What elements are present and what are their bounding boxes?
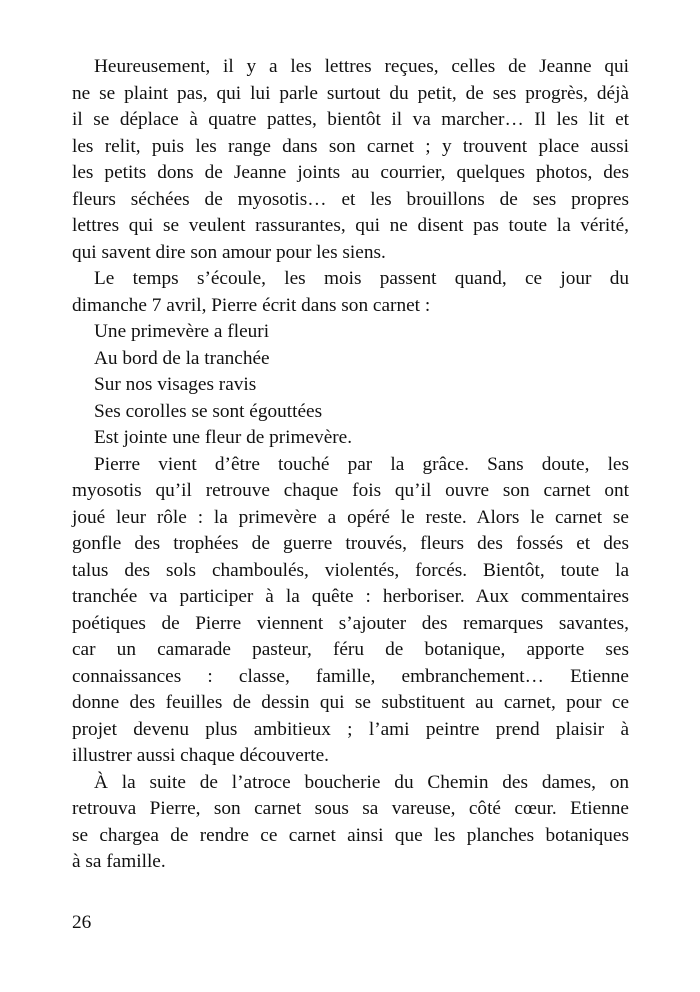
text-line: lettres qui se veulent rassurantes, qui ne disent pas toute la vérité, [72,215,629,236]
poem-line: Une primevère a fleuri [94,321,270,342]
text-line: qui savent dire son amour pour les siens. [72,241,386,263]
text-line: fleurs séchées de myosotis… et les brouillons de ses propres [72,188,629,210]
text-line: tranchée va participer à la quête : herboriser. Aux commentaires [72,586,629,607]
poem-line: Au bord de la tranchée [94,347,270,369]
text-line: Le temps s’écoule, les mois passent quand, ce jour du [94,268,629,289]
paragraph [72,452,629,770]
text-line: joué leur rôle : la primevère a opéré le reste. Alors le carnet se [72,506,629,528]
text-line: poétiques de Pierre viennent s’ajouter des remarques savantes, [72,612,629,634]
page-number: 26 [72,912,92,933]
paragraph [72,770,629,876]
text-line: gonfle des trophées de guerre trouvés, fleurs des fossés et des [72,533,629,554]
text-line: donne des feuilles de dessin qui se substituent au carnet, pour ce [72,692,629,713]
text-line: dimanche 7 avril, Pierre écrit dans son carnet : [72,294,431,316]
text-line: retrouva Pierre, son carnet sous sa vareuse, côté cœur. Etienne [72,798,629,819]
text-line: Pierre vient d’être touché par la grâce. Sans doute, les [94,453,629,475]
text-line: À la suite de l’atroce boucherie du Chemin des dames, on [94,771,629,793]
text-line: se chargea de rendre ce carnet ainsi que les planches botaniques [72,824,629,846]
text-line: ne se plaint pas, qui lui parle surtout du petit, de ses progrès, déjà [72,82,629,104]
page-body-text [72,54,629,876]
paragraph [72,266,629,319]
text-line: projet devenu plus ambitieux ; l’ami peintre prend plaisir à [72,718,629,740]
text-line: myosotis qu’il retrouve chaque fois qu’il ouvre son carnet ont [72,480,629,501]
poem-line: Sur nos visages ravis [94,374,257,395]
text-line: illustrer aussi chaque découverte. [72,745,329,766]
text-line: connaissances : classe, famille, embranchement… Etienne [72,665,629,687]
text-line: car un camarade pasteur, féru de botanique, apporte ses [72,639,629,660]
text-line: talus des sols chamboulés, violentés, forcés. Bientôt, toute la [72,559,629,581]
paragraph [72,54,629,266]
text-line: Heureusement, il y a les lettres reçues, celles de Jeanne qui [94,56,629,77]
text-line: il se déplace à quatre pattes, bientôt il va marcher… Il les lit et [72,109,629,130]
text-line: à sa famille. [72,851,166,872]
poem [72,319,629,452]
text-line: les petits dons de Jeanne joints au courrier, quelques photos, des [72,162,629,183]
poem-line: Est jointe une fleur de primevère. [94,427,353,448]
poem-line: Ses corolles se sont égouttées [94,400,323,422]
text-line: les relit, puis les range dans son carnet ; y trouvent place aussi [72,135,629,157]
